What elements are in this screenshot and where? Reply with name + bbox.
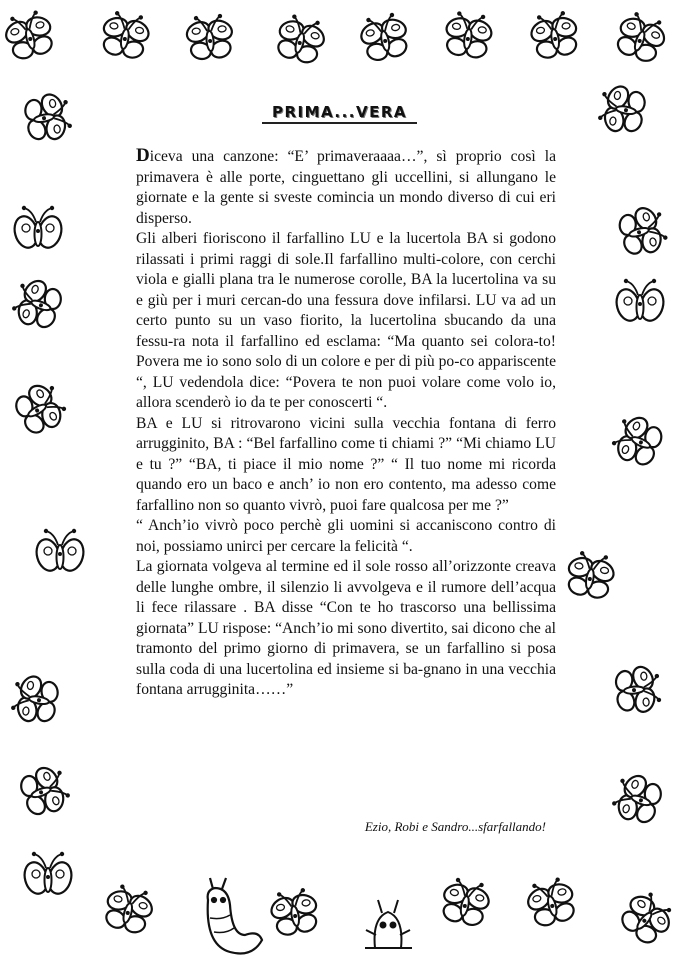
paragraph-text: “ Anch’io vivrò poco perchè gli uomini si accaniscono contro di noi, possiamo unirci per cercare la felicità “. bbox=[136, 517, 556, 555]
story-paragraph bbox=[136, 516, 556, 557]
story-paragraph bbox=[136, 557, 556, 701]
story-paragraph bbox=[136, 414, 556, 517]
signature: Ezio, Robi e Sandro...sfarfallando! bbox=[364, 819, 546, 834]
drop-initial: D bbox=[136, 145, 150, 166]
page-title bbox=[0, 103, 679, 124]
story-body bbox=[136, 146, 556, 701]
paragraph-text: La giornata volgeva al termine ed il sole rosso all’orizzonte creava delle lunghe ombre, il silenzio li avvolgeva e il rumore dell’acqua li fece rilassare . BA disse “Con te ho trascorso una bellissima giornata” LU rispose: “Anch’io mi sono divertito, sai dicono che al tramonto del primo giorno di primavera, se un farfallino si posa sulla coda di una lucertolina ed insieme si ba-gnano in una vecchia fontana arrugginita……” bbox=[136, 558, 556, 698]
paragraph-text: iceva una canzone: “E’ primaveraaaa…”, sì proprio così la primavera è alle porte, cinguettano gli uccellini, si allungano le giornate e la gente si sveste comincia un mondo diverso di cui eri disperso. bbox=[136, 148, 556, 227]
story-paragraph bbox=[136, 229, 556, 414]
story-paragraph bbox=[136, 146, 556, 229]
page-title-text: PRIMA...VERA bbox=[262, 103, 417, 124]
paragraph-text: BA e LU si ritrovarono vicini sulla vecchia fontana di ferro arrugginito, BA : “Bel farfallino come ti chiami ?” “Mi chiamo LU e tu ?” “BA, ti piace il mio nome ?” “ Il tuo nome mi ricorda quando ero un baco e anch’ io non ero contento, ma adesso come farfallino non so quanto vivrò, puoi fare qualcosa per me ?” bbox=[136, 414, 556, 514]
paragraph-text: Gli alberi fioriscono il farfallino LU e la lucertola BA si godono rilassati i primi raggi di sole.Il farfallino multi-colore, con cerchi viola e gialli plana tra le numerose corolle, BA la lucertolina va su e giù per i muri cercan-do una fessura dove infilarsi. LU va ad un certo punto su un vaso fiorito, la lucertolina sbucando da una fessu-ra nota il farfallino ed esclama: “Ma quanto sei colora-to! Povera me io sono solo di un colore e per di più po-co appariscente “, LU vedendola dice: “Povera te non puoi volare come volo io, allora scenderò io da te per conoscerti “. bbox=[136, 230, 556, 411]
